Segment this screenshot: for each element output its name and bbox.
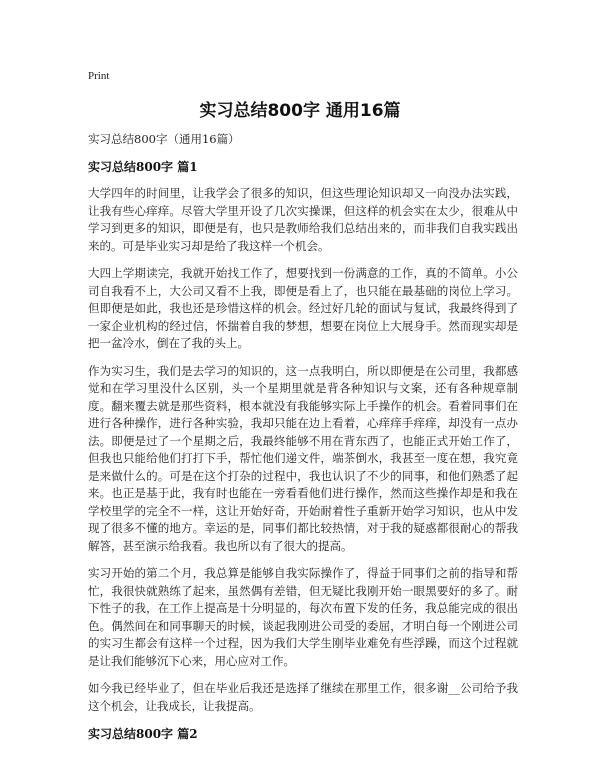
page-title: 实习总结800字 通用16篇 [199,101,401,121]
section-1-paragraph-4: 实习开始的第二个月，我总算是能够自我实际操作了，得益于同事们之前的指导和帮忙，我很快就熟练了起来，虽然偶有差错，但无疑比我刚开始一眼黑要好的多了。耐下性子的我，在工作上提高是十分明显的，每次布置下发的任务，我总能完成的很出色。偶然间在和同事聊天的时候，谈起我刚进公司受的委屈，才明白每一个刚进公司的实习生都会有这样一个过程，因为我们大学生刚毕业难免有些浮躁，而这个过程就是让我们能够沉下心来，用心应对工作。 [88,566,518,668]
section-1-paragraph-1: 大学四年的时间里，让我学会了很多的知识，但这些理论知识却又一向没办法实践，让我有些心痒痒。尽管大学里开设了几次实操课，但这样的机会实在太少，很难从中学习到更多的知识，即便是有，也只是教师给我们总结出来的，而非我们自我实践出来的。可是毕业实习却是给了我这样一个机会。 [88,186,518,253]
document-subtitle: 实习总结800字（通用16篇） [88,132,240,146]
section-1-paragraph-5: 如今我已经毕业了，但在毕业后我还是选择了继续在那里工作，很多谢__公司给予我这个机会，让我成长，让我提高。 [88,681,518,713]
section-1-paragraph-2: 大四上学期读完，我就开始找工作了，想要找到一份满意的工作，真的不简单。小公司自我看不上，大公司又看不上我，即便是看上了，也只能在最基础的岗位上学习。但即便是如此，我也还是珍惜这样的机会。经过好几轮的面试与复试，我最终得到了一家企业机构的经过信，怀揣着自我的梦想，想要在岗位上大展身手。然而现实却是把一盆冷水，倒在了我的头上。 [88,266,518,350]
section-1-paragraph-3: 作为实习生，我们是去学习的知识的，这一点我明白，所以即便是在公司里，我都感觉和在学习里没什么区别，头一个星期里就是背各种知识与文案，还有各种规章制度。翻来覆去就是那些资料，根本就没有我能够实际上手操作的机会。看着同事们在进行各种操作，进行各种实验，我却只能在边上看着，心痒痒手痒痒，却没有一点办法。即便是过了一个星期之后，我最终能够不用在背东西了，也能正式开始工作了，但我也只能给他们打打下手，帮忙他们递文件，端茶倒水，我甚至一度在想，我究竟是来做什么的。可是在这个打杂的过程中，我也认识了不少的同事，和他们熟悉了起来。也正是基于此，我有时也能在一旁看看他们进行操作，然而这些操作却是和我在学校里学的完全不一样，这让开始好奇，开始耐着性子重新开始学习知识，也从中发现了很多不懂的地方。幸运的是，同事们都比较热情，对于我的疑惑都很耐心的帮我解答，甚至演示给我看。我也所以有了很大的提高。 [88,363,518,553]
document-body [88,130,518,752]
section-heading-1: 实习总结800字 篇1 [88,160,198,174]
print-link[interactable]: Print [88,70,110,82]
section-heading-2: 实习总结800字 篇2 [88,727,198,741]
